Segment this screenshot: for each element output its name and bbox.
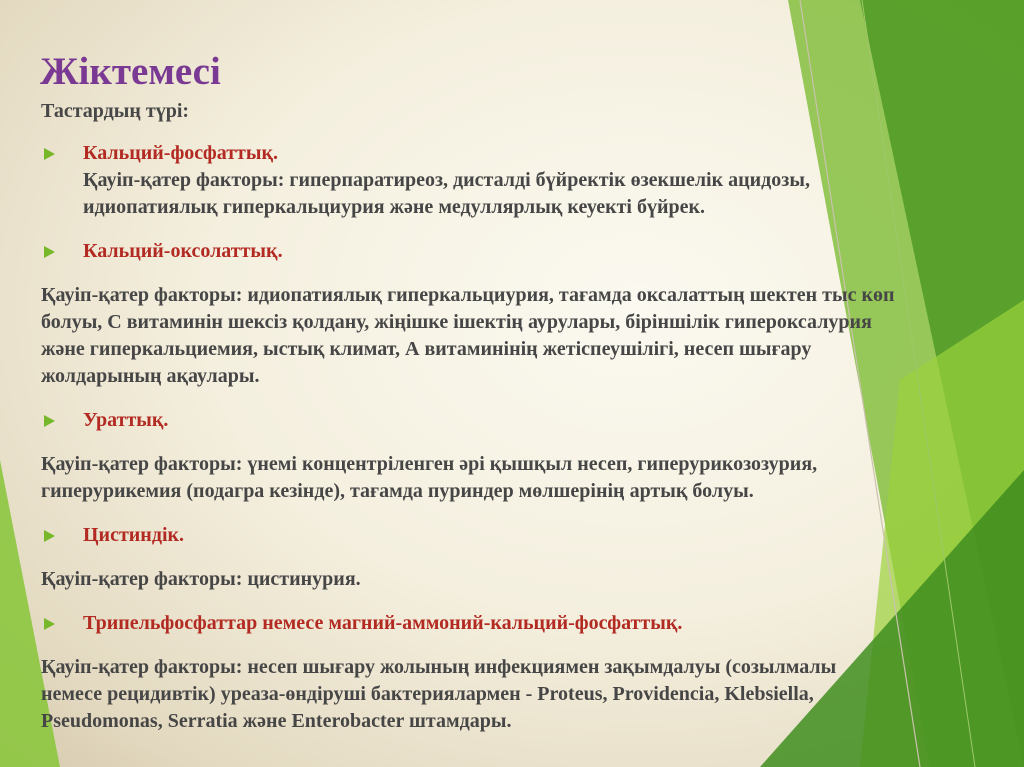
slide-content (41, 140, 901, 752)
risk-factors-text: Қауіп-қатер факторы: идиопатиялық гиперкальциурия, тағамда оксалаттың шектен тыс көп болуы, С витаминін шексіз қолдану, жіңішке ішектің аурулары, біріншілік гипероксалурия және гиперкальциемия, ыстық климат, А витаминінің жетіспеушілігі, несеп шығару жолдарының ақаулары. (41, 284, 895, 387)
slide-title: Жіктемесі (40, 50, 221, 93)
bullet-urate (41, 407, 901, 434)
bullet-triple-phosphate (41, 610, 901, 637)
bullet-arrow-icon (44, 618, 55, 630)
bullet-cystine (41, 522, 901, 549)
stone-type-heading: Кальций-фосфаттық. (83, 142, 278, 164)
stone-type-heading: Цистиндік. (83, 524, 185, 546)
stone-type-heading: Ураттық. (83, 409, 169, 431)
risk-factors-text: Қауіп-қатер факторы: гиперпаратиреоз, дисталді бүйректік өзекшелік ацидозы, идиопатиялық гиперкальциурия және медуллярлық кеуекті бүйрек. (83, 169, 810, 218)
bullet-arrow-icon (44, 246, 55, 258)
risk-factors-text: Қауіп-қатер факторы: несеп шығару жолының инфекциямен зақымдалуы (созылмалы немесе рецидивтік) уреаза-өндіруші бактериялармен - Proteus, Providencia, Klebsiella, Pseudomonas, Serratia және Enterobacter штамдары. (41, 656, 837, 732)
bullet-calcium-phosphate (41, 140, 901, 221)
slide-subtitle: Тастардың түрі: (41, 100, 190, 122)
bullet-calcium-oxalate (41, 238, 901, 265)
bullet-arrow-icon (44, 415, 55, 427)
risk-factors-text: Қауіп-қатер факторы: үнемі концентріленген әрі қышқыл несеп, гиперурикозозурия, гиперурикемия (подагра кезінде), тағамда пуриндер мөлшерінің артық болуы. (41, 453, 818, 502)
bullet-arrow-icon (44, 530, 55, 542)
stone-type-heading: Кальций-оксолаттық. (83, 240, 283, 262)
bullet-arrow-icon (44, 148, 55, 160)
stone-type-heading: Трипельфосфаттар немесе магний-аммоний-кальций-фосфаттық. (83, 612, 683, 634)
risk-factors-text: Қауіп-қатер факторы: цистинурия. (41, 568, 361, 590)
